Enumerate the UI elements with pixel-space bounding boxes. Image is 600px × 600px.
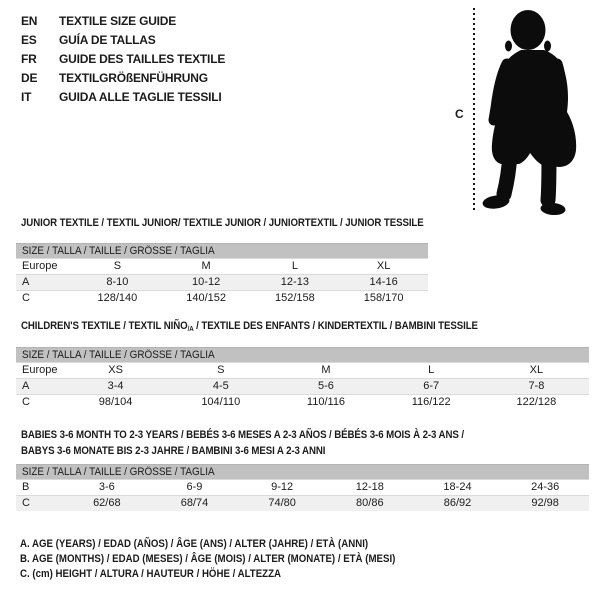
children-size-table	[16, 347, 589, 410]
babies-title-line2: BABYS 3-6 MONATE BIS 2-3 JAHRE / BAMBINI 3-6 MESI A 2-3 ANNI	[21, 445, 326, 457]
table-cell: XL	[529, 364, 544, 376]
table-row	[16, 290, 428, 306]
list-item	[21, 12, 225, 31]
table-cell: 116/122	[411, 396, 451, 408]
language-code: FR	[21, 52, 37, 66]
table-row	[16, 258, 428, 274]
row-label: A	[22, 276, 30, 288]
language-title-list	[21, 12, 225, 107]
babies-section-title	[21, 427, 464, 459]
table-cell: 14-16	[369, 276, 398, 288]
row-label: C	[22, 292, 30, 304]
measurement-legend	[20, 537, 447, 582]
language-title: TEXTILGRÖßENFÜHRUNG	[59, 71, 208, 85]
list-item	[21, 50, 225, 69]
table-cell: 12-13	[280, 276, 309, 288]
row-label: C	[22, 497, 30, 509]
table-cell: 98/104	[98, 396, 133, 408]
size-header-label: SIZE / TALLA / TAILLE / GRÖSSE / TAGLIA	[22, 349, 215, 361]
table-cell: XS	[108, 364, 123, 376]
table-cell: M	[321, 364, 331, 376]
table-cell: 62/68	[93, 497, 121, 509]
height-measure-dotted-line	[473, 8, 475, 210]
table-cell: 152/158	[274, 292, 315, 304]
table-cell: 9-12	[271, 481, 294, 493]
row-label: B	[22, 481, 30, 493]
table-cell: 6-7	[423, 380, 440, 392]
table-cell: 3-4	[107, 380, 124, 392]
table-cell: 18-24	[443, 481, 472, 493]
children-title-subscript: /A	[187, 326, 194, 333]
table-cell: 8-10	[106, 276, 129, 288]
toddler-silhouette	[481, 4, 583, 220]
table-cell: S	[113, 260, 122, 272]
table-cell: 128/140	[97, 292, 138, 304]
language-title: TEXTILE SIZE GUIDE	[59, 14, 177, 28]
language-title: GUIDA ALLE TAGLIE TESSILI	[59, 90, 222, 104]
table-row	[16, 394, 589, 410]
row-label: C	[22, 396, 30, 408]
junior-section-title: JUNIOR TEXTILE / TEXTIL JUNIOR/ TEXTILE JUNIOR / JUNIORTEXTIL / JUNIOR TESSILE	[21, 217, 424, 229]
children-title-prefix: CHILDREN'S TEXTILE / TEXTIL NIÑO	[21, 320, 188, 332]
babies-title-line1: BABIES 3-6 MONTH TO 2-3 YEARS / BEBÉS 3-6 MESES A 2-3 AÑOS / BÉBÉS 3-6 MOIS À 2-3 ANS /	[21, 429, 464, 441]
language-code: DE	[21, 71, 38, 85]
table-cell: L	[291, 260, 298, 272]
table-cell: 140/152	[186, 292, 226, 304]
table-cell: M	[201, 260, 211, 272]
table-cell: 10-12	[192, 276, 221, 288]
table-cell: 86/92	[443, 497, 472, 509]
list-item	[21, 31, 225, 50]
language-code: IT	[21, 90, 32, 104]
list-item	[21, 88, 225, 107]
table-cell: L	[428, 364, 435, 376]
table-cell: 158/170	[363, 292, 404, 304]
table-cell: 110/116	[306, 396, 346, 408]
table-cell: 74/80	[268, 497, 296, 509]
table-row	[16, 495, 589, 511]
children-section-title	[21, 320, 478, 333]
language-code: EN	[21, 14, 38, 28]
size-header-label: SIZE / TALLA / TAILLE / GRÖSSE / TAGLIA	[22, 245, 215, 257]
table-row	[16, 479, 589, 495]
language-title: GUÍA DE TALLAS	[59, 33, 156, 47]
table-cell: 68/74	[180, 497, 209, 509]
table-cell: 5-6	[318, 380, 334, 392]
table-cell: 80/86	[356, 497, 384, 509]
size-header-bar	[16, 464, 589, 479]
height-marker-label: C	[455, 107, 464, 121]
table-cell: S	[217, 364, 225, 376]
table-cell: 6-9	[186, 481, 203, 493]
table-row	[16, 274, 428, 290]
row-label: Europe	[22, 260, 58, 272]
table-row	[16, 362, 589, 378]
legend-line-c: C. (cm) HEIGHT / ALTURA / HAUTEUR / HÖHE / ALTEZZA	[20, 568, 282, 580]
table-cell: 24-36	[531, 481, 560, 493]
language-title: GUIDE DES TAILLES TEXTILE	[59, 52, 226, 66]
size-header-bar	[16, 347, 589, 362]
list-item	[21, 69, 225, 88]
table-cell: 12-18	[355, 481, 384, 493]
size-header-bar	[16, 243, 428, 258]
language-code: ES	[21, 33, 37, 47]
legend-line-a: A. AGE (YEARS) / EDAD (AÑOS) / ÂGE (ANS) / ALTER (JAHRE) / ETÀ (ANNI)	[20, 538, 369, 550]
children-title-suffix: / TEXTILE DES ENFANTS / KINDERTEXTIL / BAMBINI TESSILE	[193, 320, 478, 332]
table-row	[16, 378, 589, 394]
junior-size-table	[16, 243, 428, 306]
row-label: Europe	[22, 364, 58, 376]
size-header-label: SIZE / TALLA / TAILLE / GRÖSSE / TAGLIA	[22, 466, 215, 478]
babies-size-table	[16, 464, 589, 511]
table-cell: 92/98	[531, 497, 559, 509]
legend-line-b: B. AGE (MONTHS) / EDAD (MESES) / ÂGE (MOIS) / ALTER (MONATE) / ETÀ (MESI)	[20, 553, 396, 565]
table-cell: XL	[376, 260, 391, 272]
table-cell: 3-6	[98, 481, 115, 493]
table-cell: 104/110	[201, 396, 241, 408]
row-label: A	[22, 380, 30, 392]
table-cell: 7-8	[528, 380, 545, 392]
table-cell: 4-5	[212, 380, 229, 392]
table-cell: 122/128	[516, 396, 557, 408]
